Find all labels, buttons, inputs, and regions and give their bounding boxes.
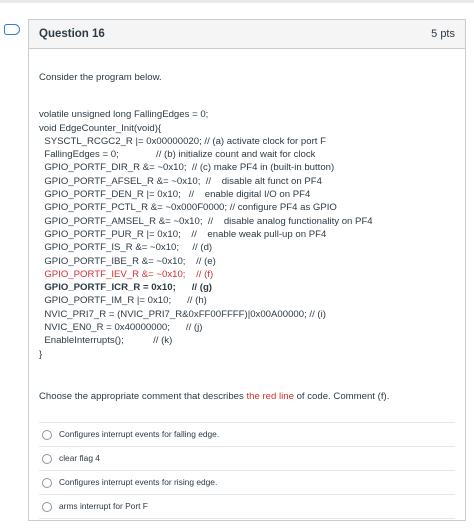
answer-option[interactable] xyxy=(39,447,455,471)
question-points: 5 pts xyxy=(431,28,455,40)
answer-label: Configures interrupt events for rising edge. xyxy=(59,477,218,488)
code-line: volatile unsigned long FallingEdges = 0; xyxy=(39,109,209,121)
code-line: EnableInterrupts(); // (k) xyxy=(39,335,173,347)
code-line: NVIC_PRI7_R = (NVIC_PRI7_R&0xFF00FFFF)|0x00A00000; // (i) xyxy=(39,308,326,320)
code-line: GPIO_PORTF_IBE_R &= ~0x10; // (e) xyxy=(39,255,216,267)
prompt-text-end: of code. Comment (f). xyxy=(293,390,390,402)
answer-label: arms interrupt for Port F xyxy=(59,501,148,512)
question-prompt xyxy=(39,390,455,403)
flag-icon[interactable] xyxy=(4,24,20,35)
answer-list xyxy=(39,422,455,519)
code-line: SYSCTL_RCGC2_R |= 0x00000020; // (a) activate clock for port F xyxy=(39,135,326,147)
answer-option[interactable] xyxy=(39,471,455,495)
question-body xyxy=(29,71,465,519)
answer-label: Configures interrupt events for falling edge. xyxy=(59,429,220,440)
code-line: GPIO_PORTF_IS_R &= ~0x10; // (d) xyxy=(39,242,213,254)
code-line-highlighted: GPIO_PORTF_IEV_R &= ~0x10; // (f) xyxy=(39,268,214,280)
code-line: GPIO_PORTF_IM_R |= 0x10; // (h) xyxy=(39,295,207,307)
question-card xyxy=(28,19,466,521)
answer-option[interactable] xyxy=(39,495,455,519)
radio-button[interactable] xyxy=(42,430,52,440)
radio-button[interactable] xyxy=(42,502,52,512)
radio-button[interactable] xyxy=(42,454,52,464)
code-line: GPIO_PORTF_AFSEL_R &= ~0x10; // disable alt funct on PF4 xyxy=(39,175,322,187)
code-line: NVIC_EN0_R = 0x40000000; // (j) xyxy=(39,322,203,334)
question-header xyxy=(29,20,465,49)
code-line: GPIO_PORTF_DEN_R |= 0x10; // enable digital I/O on PF4 xyxy=(39,189,311,201)
radio-button[interactable] xyxy=(42,478,52,488)
code-line: void EdgeCounter_Init(void){ xyxy=(39,122,162,134)
question-intro: Consider the program below. xyxy=(39,72,162,83)
code-line: FallingEdges = 0; // (b) initialize count and wait for clock xyxy=(39,149,316,161)
code-line: GPIO_PORTF_PUR_R |= 0x10; // enable weak pull-up on PF4 xyxy=(39,228,327,240)
code-line: GPIO_PORTF_ICR_R = 0x10; // (g) xyxy=(39,282,212,294)
code-line: GPIO_PORTF_DIR_R &= ~0x10; // (c) make PF4 in (built-in button) xyxy=(39,162,335,174)
code-block xyxy=(39,108,455,361)
code-line: GPIO_PORTF_AMSEL_R &= ~0x10; // disable analog functionality on PF4 xyxy=(39,215,373,227)
answer-option[interactable] xyxy=(39,423,455,447)
answer-label: clear flag 4 xyxy=(59,453,100,464)
prompt-red-text: the red line xyxy=(246,390,294,402)
question-title: Question 16 xyxy=(39,28,105,40)
code-line: } xyxy=(39,348,43,360)
top-divider xyxy=(0,0,474,3)
code-line: GPIO_PORTF_PCTL_R &= ~0x000F0000; // configure PF4 as GPIO xyxy=(39,202,337,214)
prompt-text: Choose the appropriate comment that describes xyxy=(39,390,247,402)
